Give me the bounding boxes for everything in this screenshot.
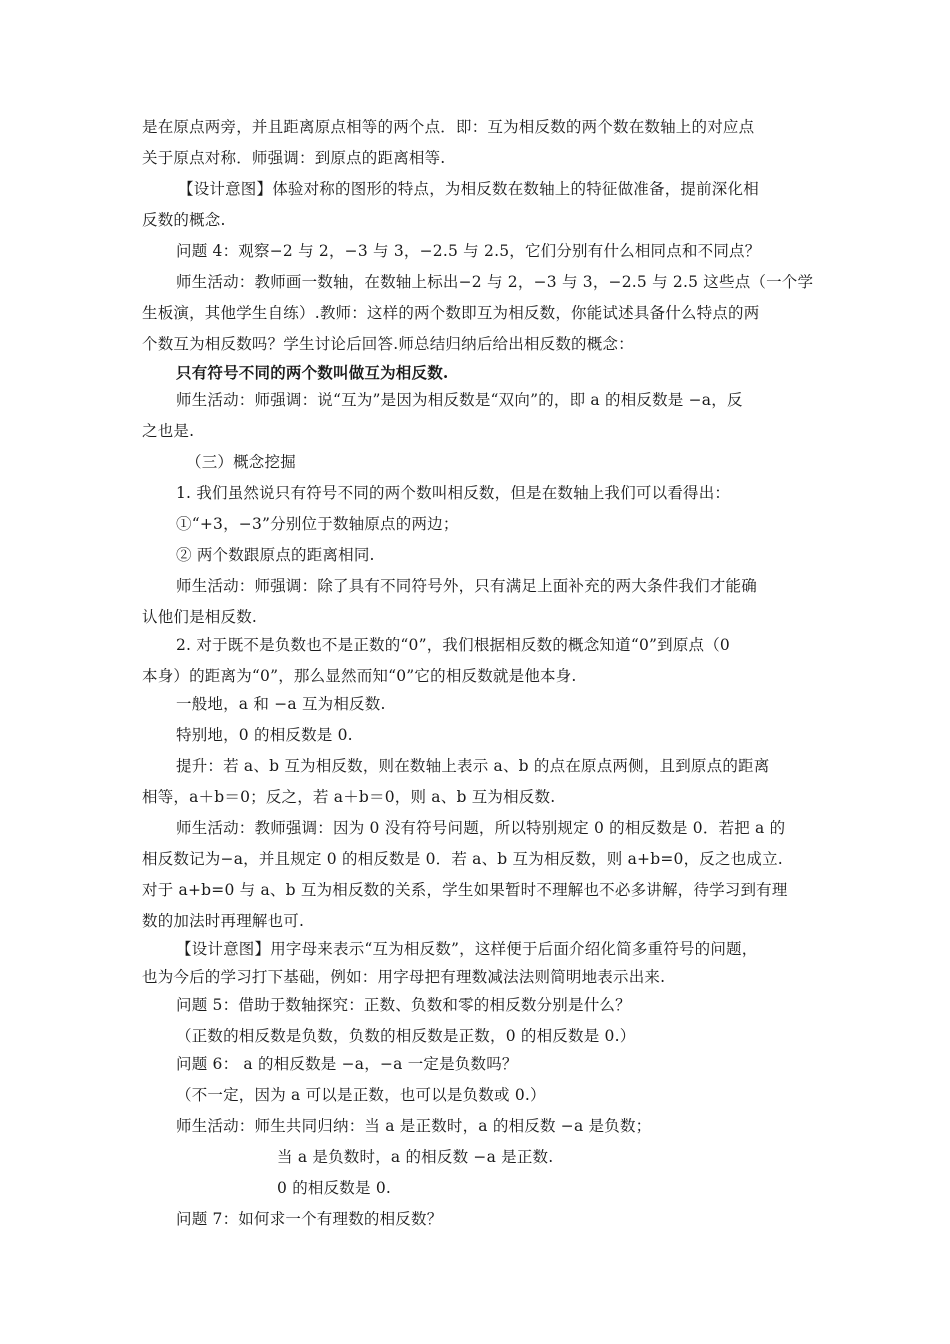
definition-line: 只有符号不同的两个数叫做互为相反数. [176,363,449,382]
question-6: 问题 6： a 的相反数是 −a，−a 一定是负数吗？ [176,1055,518,1073]
question-5: 问题 5：借助于数轴探究：正数、负数和零的相反数分别是什么？ [176,996,631,1014]
list-item: ② 两个数跟原点的距离相同. [176,546,375,564]
answer-6: （不一定，因为 a 可以是正数，也可以是负数或 0.） [176,1086,546,1104]
paragraph-line: 生板演，其他学生自练）.教师：这样的两个数即互为相反数，你能试述具备什么特点的两 [142,304,760,322]
design-intent-line: 反数的概念. [142,211,226,229]
paragraph-line: 0 的相反数是 0. [277,1179,392,1197]
paragraph-line: 一般地，a 和 −a 互为相反数. [176,695,386,713]
paragraph-line: 个数互为相反数吗？学生讨论后回答.师总结归纳后给出相反数的概念： [142,335,634,353]
design-intent-line: 也为今后的学习打下基础，例如：用字母把有理数减法法则简明地表示出来. [142,968,666,986]
paragraph-line: 师生活动：教师画一数轴，在数轴上标出−2 与 2，−3 与 3，−2.5 与 2.5 这些点（一个学 [176,273,814,291]
paragraph-line: 提升：若 a、b 互为相反数，则在数轴上表示 a、b 的点在原点两侧，且到原点的距离 [176,757,770,775]
paragraph-line: 师生活动：教师强调：因为 0 没有符号问题，所以特别规定 0 的相反数是 0．若把 a 的 [176,819,786,837]
paragraph-line: 本身）的距离为“0”，那么显然而知“0”它的相反数就是他本身. [142,667,577,685]
paragraph-line: 1. 我们虽然说只有符号不同的两个数叫相反数，但是在数轴上我们可以看得出： [176,484,731,502]
answer-5: （正数的相反数是负数，负数的相反数是正数，0 的相反数是 0.） [176,1027,636,1045]
paragraph-line: 2. 对于既不是负数也不是正数的“0”，我们根据相反数的概念知道“0”到原点（0 [176,636,730,654]
paragraph-line: 关于原点对称．师强调：到原点的距离相等. [142,149,446,167]
section-heading: （三）概念挖掘 [186,453,296,471]
paragraph-line: 认他们是相反数. [142,608,258,626]
paragraph-line: 相等，a＋b＝0；反之，若 a＋b＝0，则 a、b 互为相反数. [142,788,556,806]
list-item: ①“+3，−3”分别位于数轴原点的两边； [176,515,459,533]
question-4: 问题 4：观察−2 与 2，−3 与 3，−2.5 与 2.5，它们分别有什么相同点和不同点？ [176,242,761,260]
design-intent-line: 【设计意图】体验对称的图形的特点，为相反数在数轴上的特征做准备，提前深化相 [178,180,759,198]
paragraph-line: 数的加法时再理解也可. [142,912,305,930]
paragraph-line: 师生活动：师强调：除了具有不同符号外，只有满足上面补充的两大条件我们才能确 [176,577,757,595]
paragraph-line: 是在原点两旁，并且距离原点相等的两个点．即：互为相反数的两个数在数轴上的对应点 [142,118,755,136]
paragraph-line: 当 a 是负数时，a 的相反数 −a 是正数. [277,1148,554,1166]
paragraph-line: 特别地，0 的相反数是 0. [176,726,353,744]
paragraph-line: 师生活动：师强调：说“互为”是因为相反数是“双向”的，即 a 的相反数是 −a，反 [176,391,743,409]
design-intent-line: 【设计意图】用字母来表示“互为相反数”，这样便于后面介绍化简多重符号的问题， [176,940,758,958]
paragraph-line: 之也是. [142,422,195,440]
paragraph-line: 相反数记为−a，并且规定 0 的相反数是 0．若 a、b 互为相反数，则 a+b=0，反之也成立. [142,850,783,868]
paragraph-line: 师生活动：师生共同归纳：当 a 是正数时，a 的相反数 −a 是负数； [176,1117,652,1135]
question-7: 问题 7：如何求一个有理数的相反数？ [176,1210,443,1228]
paragraph-line: 对于 a+b=0 与 a、b 互为相反数的关系，学生如果暂时不理解也不必多讲解，待学习到有理 [142,881,788,899]
